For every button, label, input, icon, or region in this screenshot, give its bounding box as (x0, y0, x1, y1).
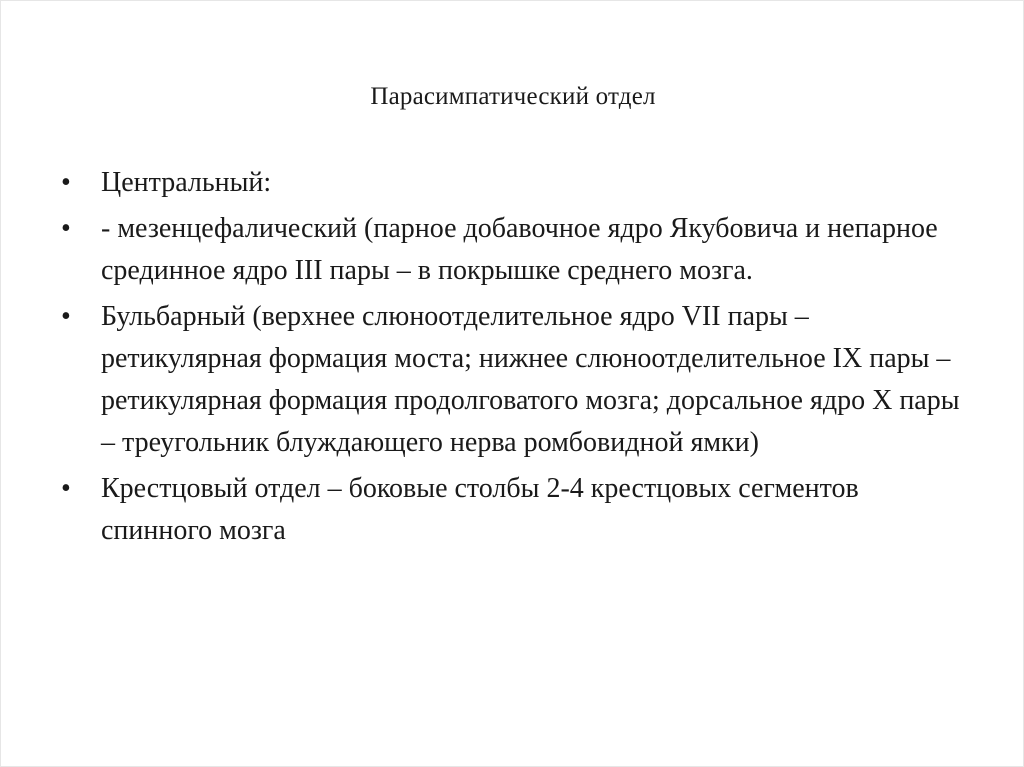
bullet-icon: • (61, 301, 71, 332)
bullet-list (61, 162, 961, 556)
bullet-text: - мезенцефалический (парное добавочное ядро Якубовича и непарное срединное ядро III пары – в покрышке среднего мозга. (101, 213, 938, 286)
bullet-icon: • (61, 473, 71, 504)
bullet-item-mesencephalic (61, 208, 961, 292)
bullet-text: Центральный: (101, 167, 272, 198)
bullet-icon: • (61, 213, 71, 244)
bullet-text: Бульбарный (верхнее слюноотделительное ядро VII пары – ретикулярная формация моста; нижнее слюноотделительное IX пары – ретикулярная формация продолговатого мозга; дорсальное ядро X пары – треугольник блуждающего нерва ромбовидной ямки) (101, 301, 960, 458)
bullet-icon: • (61, 167, 71, 198)
bullet-text: Крестцовый отдел – боковые столбы 2-4 крестцовых сегментов спинного мозга (101, 473, 859, 546)
bullet-item-central (61, 162, 961, 204)
bullet-item-bulbar (61, 296, 961, 464)
slide-title: Парасимпатический отдел (370, 83, 656, 110)
bullet-item-sacral (61, 468, 961, 552)
